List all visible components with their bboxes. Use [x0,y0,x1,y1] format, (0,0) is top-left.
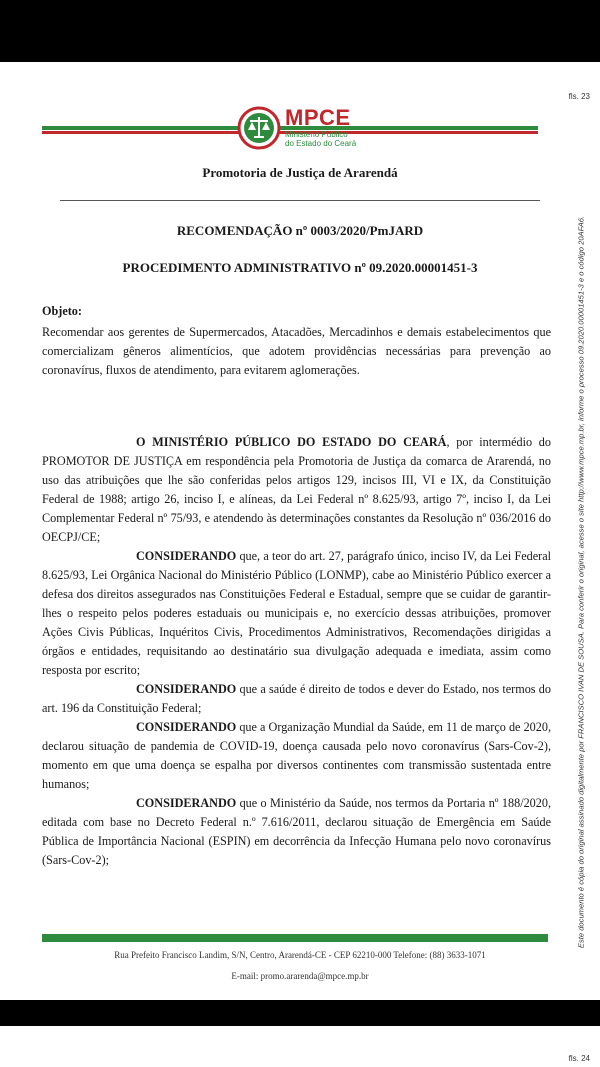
paragraph-5: CONSIDERANDO que o Ministério da Saúde, nos termos da Portaria nº 188/2020, editada com base no Decreto Federal n.º 7.616/2011, declarou situação de Emergência em Saúde Pública de Importância Nacional (ESPIN) em decorrência da Infecção Humana pelo novo coronavírus (Sars-Cov-2); [42,796,551,867]
recommendation-title: RECOMENDAÇÃO nº 0003/2020/PmJARD [176,223,424,238]
next-page-folio: fls. 24 [568,1054,590,1063]
next-page-top [0,1026,600,1067]
objeto-label: Objeto: [42,304,82,318]
divider [60,200,540,201]
logo-name: MPCE [285,105,351,130]
paragraph-2: CONSIDERANDO que, a teor do art. 27, parágrafo único, inciso IV, da Lei Federal 8.625/93, Lei Orgânica Nacional do Ministério Público (LONMP), cabe ao Ministério Público exercer a defesa dos direitos assegurados nas Constituições Federal e Estadual, sempre que se cuidar de garantir-lhes o respeito pelos poderes estaduais ou municipais e, no exercício dessas atribuições, promover Ações Civis Públicas, Inquéritos Civis, Procedimentos Administrativos, Recomendações dirigidas a órgãos e entidades, requisitando ao destinatário sua divulgação adequada e imediata, assim como resposta por escrito; [42,549,551,677]
footer-address: Rua Prefeito Francisco Landim, S/N, Centro, Ararendá-CE - CEP 62210-000 Telefone: (88) 3633-1071 [114,950,486,960]
footer-stripe [42,934,548,942]
main-body [42,433,551,870]
objeto-text: Recomendar aos gerentes de Supermercados, Atacadões, Mercadinhos e demais estabelecimentos que comercializam gêneros alimentícios, que adotem providências necessárias para prevenção ao coronavírus, fluxos de atendimento, para evitarem aglomerações. [42,325,551,377]
document-page [0,62,600,1000]
paragraph-4: CONSIDERANDO que a Organização Mundial da Saúde, em 11 de março de 2020, declarou situação de pandemia de COVID-19, doença causada pelo novo coronavírus (Sars-Cov-2), momento em que uma doença se espalha por diversos continentes com transmissão sustentada entre humanos; [42,720,551,791]
paragraph-3: CONSIDERANDO que a saúde é direito de todos e dever do Estado, nos termos do art. 196 da Constituição Federal; [42,682,551,715]
page-folio: fls. 23 [568,92,590,101]
scales-seal-icon [237,106,281,150]
logo-line2: do Estado do Ceará [285,139,357,148]
digital-signature-note: Este documento é cópia do original assinado digitalmente por FRANCISCO IVAN DE SOUSA. Para conferir o original, acesse o site http://www.mpce.mp.br, informe o processo 09.2020.00001451-3 e o código 20AFA6. [576,215,586,949]
footer-email: E-mail: promo.ararenda@mpce.mp.br [231,971,369,981]
office-title: Promotoria de Justiça de Ararendá [202,165,398,180]
paragraph-1: O MINISTÉRIO PÚBLICO DO ESTADO DO CEARÁ, por intermédio do PROMOTOR DE JUSTIÇA em respondência pela Promotoria de Justiça da comarca de Ararendá, no uso das atribuições que lhe são conferidas pelos artigos 129, incisos III, VI e IX, da Constituição Federal de 1988; artigo 26, inciso I, e alíneas, da Lei Federal nº 8.625/93, artigo 7º, inciso I, da Lei Complementar Federal nº 75/93, e atendendo às determinações constantes da Resolução nº 036/2016 do OECPJ/CE; [42,435,551,544]
logo-line1: Ministério Público [285,130,348,139]
mpce-logo [237,106,387,150]
procedure-title: PROCEDIMENTO ADMINISTRATIVO nº 09.2020.00001451-3 [122,260,478,275]
